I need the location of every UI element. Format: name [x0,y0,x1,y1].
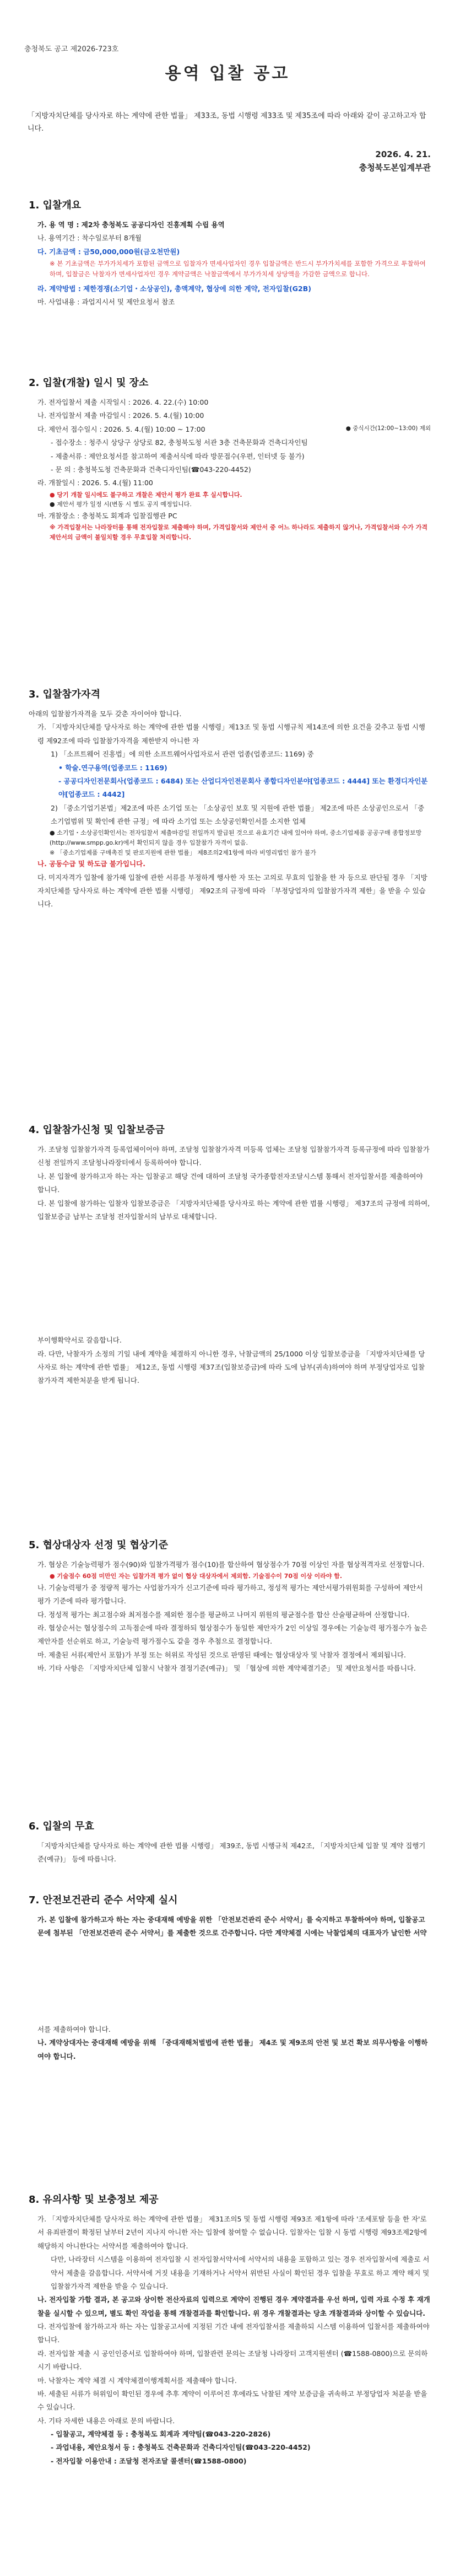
notes-g: 사. 기타 자세한 내용은 아래로 문의 바랍니다. [37,2416,175,2425]
registration-a [24,1143,431,1170]
notes-e: 마. 낙찰자는 계약 체결 시 계약체결이행계획서를 제출해야 합니다. [37,2376,237,2385]
eligibility-a1c: - 공공디자인전문회사(업종코드 : 6484) 또는 산업디자인전문회사 종합디자인분야[업종코드 : 4444] 또는 환경디자인분야[업종코드 : 4442] [58,776,428,799]
proposal-time-text: 다. 제안서 접수일시 : 2026. 5. 4.(월) 10:00 ~ 17:00 [37,425,205,433]
negotiation-f: 바. 기타 사항은 「지방자치단체 입찰시 낙찰자 결정기준(예규)」 및 「협상에 의한 계약체결기준」 및 제안요청서를 따릅니다. [37,1664,416,1673]
row-contract-method [24,282,431,296]
registration-a-text: 가. 조달청 입찰참가자격 등록업체이어야 하며, 조달청 입찰참가자격 미등록 업체는 조달청 입찰참가자격 등록규정에 따라 입찰참가신청 전일까지 조달청나라장터에서 등록하여야 합니다. [37,1145,430,1167]
safety-a [24,1913,431,1940]
notes-f: 바. 세출된 서류가 허위임이 확인된 경우에 추후 계약이 이루어진 후에라도 낙찰된 계약 보증금을 귀속하고 부정당업자 처분을 받을 수 있습니다. [37,2389,427,2412]
section-registration [24,1122,431,1388]
section-title: 4. 입찰참가신청 및 입찰보증금 [29,1124,165,1136]
negotiation-a: 가. 협상은 기술능력평가 점수(90)와 입찰가격평가 점수(10)를 합산하여 협상점수가 70점 이상인 자를 협상적격자로 선정합니다. [37,1560,425,1569]
eligibility-a2: 2) 「중소기업기본법」제2조에 따른 소기업 또는 「소상공인 보호 및 지원에 관한 법률」 제2조에 따른 소상공인으로서 「중소기업범위 및 확인에 관한 규정」에 따라 소기업 또는 소상공인확인서를 소지한 업체 [51,803,425,825]
notes-c: 다. 전자입찰에 참가하고자 하는 자는 입찰공고서에 지정된 기간 내에 전자입찰서를 제출하되 시스템 이용하여 입찰서를 제출하여야 합니다. [37,2322,430,2344]
row-proposal-time [24,423,431,436]
registration-d: 라. 다만, 낙찰자가 소정의 기일 내에 계약을 체결하지 아니한 경우, 낙찰금액의 25/1000 이상 입찰보증금을 「지방자치단체를 당사자로 하는 계약에 관한 법률」 제12조, 동법 시행령 제37조(입찰보증금)에 따라 도에 납부(귀속)하여야 하며 부정당업자로 입찰참가자격 제한처분을 받게 됩니다. [37,1349,425,1385]
section-title: 8. 유의사항 및 보충정보 제공 [29,2194,159,2205]
registration-c: 다. 본 입찰에 참가하는 입찰자 입찰보증금은 「지방자치단체를 당사자로 하는 계약에 관한 법률 시행령」 제37조의 규정에 의하여, 입찰보증금 납부는 조달청 전자입찰서의 납부로 대체합니다. [37,1199,430,1221]
eligibility-a2-note: ● 소기업・소상공인확인서는 전자입찰서 제출마감일 전일까지 발급된 것으로 유효기간 내에 있어야 하며, 중소기업제품 공공구매 종합정보망(http://www.smpp.go.kr)에서 확인되지 않을 경우 입찰참가 자격이 없음. [50,829,422,846]
negotiation-b: 나. 기술능력평가 중 정량적 평가는 사업참가자가 신고기준에 따라 평가하고, 정성적 평가는 제안서평가위원회를 구성하여 제안서 평가 기준에 따라 평가합니다. [37,1583,423,1606]
negotiation-a-note: ● 기술점수 60점 미만인 자는 입찰가격 평가 없이 협상 대상자에서 제외함. 기술점수이 70점 이상 이라야 함. [50,1573,343,1580]
issue-date: 2026. 4. 21. [375,149,431,159]
section-schedule [24,375,431,542]
section-notes [24,2192,431,2468]
section-title: 3. 입찰참가자격 [29,689,100,700]
section-title: 2. 입찰(개찰) 일시 및 장소 [29,377,149,389]
section-title: 7. 안전보건관리 준수 서약제 실시 [29,1895,178,1906]
negotiation-d: 라. 협상순서는 협상점수의 고득점순에 따라 결정하되 협상점수가 동일한 제안자가 2인 이상일 경우에는 기술능력 평가점수가 높은 제안자를 선순위로 하고, 기술능력 평가점수도 같을 경우 추첨으로 결정합니다. [37,1624,427,1646]
page-break-space [24,1940,431,2023]
intro-text: 「지방자치단체를 당사자로 하는 계약에 관한 법률」 제33조, 동법 시행령 제33조 및 제35조에 따라 아래와 같이 공고하고자 합니다. [28,112,426,133]
contact-2: - 과업내용, 제안요청서 등 : 충청북도 건축문화과 건축디자인팀(☎043-220-4452) [51,2443,311,2452]
issuer: 충청북도본입계부관 [359,163,431,173]
opening-note-2: ● 제안서 평가 일정 시(변동 시 별도 공지 예정입니다. [50,501,192,508]
eligibility-c: 다. 미지자격가 입찰에 참가해 입찰에 관한 서류를 부정하게 행사한 자 또는 고의로 무효의 입찰을 한 자 등으로 판단될 경우 「지방자치단체를 당사자로 하는 계약에 관한 법률 시행령」 제92조의 규정에 따라 「부정당업자의 입찰참가자격 제한」을 받을 수 있습니다. [37,873,427,909]
opening-note-1: ● 당기 개찰 일시에도 불구하고 개찰은 제안서 평가 완료 후 실시합니다. [50,491,242,498]
row-base-amount: 다. 기초금액 : 금50,000,000원(금오천만원) [37,247,180,256]
row-documents: - 제출서류 : 제안요청서를 참고하여 제출서식에 따라 방문접수(우편, 인터넷 등 불가) [51,452,305,460]
page-break-space [24,1223,431,1334]
safety-b: 나. 계약상대자는 중대재해 예방을 위해 「중대재해처벌법에 관한 법률」 제4조 및 제9조의 안전 및 보건 확보 의무사항을 이행하여야 합니다. [37,2038,428,2060]
row-service-name: 가. 용 역 명 : 제2차 충청북도 공공디자인 진흥계획 수립 용역 [37,221,225,229]
page-title: 용역 입찰 공고 [165,64,290,83]
price-bid-warning: ※ 가격입찰서는 나라장터를 통해 전자입찰로 제출해야 하며, 가격입찰서와 제안서 중 어느 하나라도 제출하지 않거나, 가격입찰서와 수가 가격제안서의 금액이 불일치할 경우 무효입찰 처리합니다. [50,524,428,541]
notes-d: 라. 전자입찰 제출 시 공인인증서로 입찰하여야 하며, 입찰관련 문의는 조달청 나라장터 고객지원센터 (☎1588-0800)으로 문의하시기 바랍니다. [37,2349,428,2371]
eligibility-a2-note2: ※ 「중소기업제품 구매촉진 및 판로지원에 관한 법률」 제8조의2제1항에 따라 비영리법인 참가 불가 [50,849,316,856]
lunch-note: ● 중식시간(12:00~13:00) 제외 [345,425,431,432]
section-title: 6. 입찰의 무효 [29,1821,94,1832]
safety-a-text: 가. 본 입찰에 참가하고자 하는 자는 중대재해 예방을 위한 「안전보건관리 준수 서약서」를 숙지하고 투찰하여야 하며, 입찰공고문에 첨부된 「안전보건관리 준수 서약서」를 제출한 것으로 간주합니다. 다만 계약체결 시에는 낙찰업체의 대표자가 날인한 서약 [37,1915,427,1938]
section-overview [24,197,431,309]
issue-date-block [266,148,431,174]
section-title: 5. 협상대상자 선정 및 협상기준 [29,1539,169,1551]
eligibility-a1: 1) 「소프트웨어 진흥법」에 의한 소프트웨어사업자로서 관련 업종(업종코드: 1169) 중 [51,750,314,759]
row-place: - 접수장소 : 청주시 상당구 상당로 82, 충청북도청 서관 3층 건축문화과 건축디자인팀 [51,438,308,447]
notes-a2: 다만, 나라장터 시스템을 이용하여 전자입찰 시 전자입찰서약서에 서약서의 내용을 포함하고 있는 경우 전자입찰서에 제출로 서약서 제출을 갈음합니다. 서약서에 거짓 내용을 기재하거나 서약서 위반된 사실이 확인된 경우 입찰을 무효로 하고 계약 해지 및 입찰참가자격 제한을 받을 수 있습니다. [51,2255,430,2290]
section-invalid [24,1818,431,1866]
notes-a: 가. 「지방자치단체를 당사자로 하는 계약에 관한 법률」 제31조의5 및 동법 시행령 제93조 제1항에 따라 '조세포탈 등을 한 자'로서 유죄판결이 확정된 날부터 2년이 지나지 아니한 자는 입찰에 참여할 수 없습니다. 입찰자는 입찰 시 동법 시행령 제93조제2항에 해당하지 아니한다는 서약서를 제출하여야 합니다. [37,2215,427,2250]
section-safety [24,1892,431,2063]
contract-method-text: 라. 계약방법 : 제한경쟁(소기업・소상공인), 총액계약, 협상에 의한 계약, 전자입찰(G2B) [37,284,311,293]
row-opening-date: 라. 개찰일시 : 2026. 5. 4.(월) 11:00 [37,479,153,487]
eligibility-b: 나. 공동수급 및 하도급 불가입니다. [37,860,145,868]
invalid-text: 「지방자치단체를 당사자로 하는 계약에 관한 법률 시행령」 제39조, 동법 시행규칙 제42조, 「지방자치단체 입찰 및 계약 집행기준(예규)」 등에 따릅니다. [37,1842,426,1864]
registration-c-end: 부이행확약서로 갈음합니다. [37,1336,122,1345]
vat-note: ※ 본 기초금액은 부가가치세가 포함된 금액으로 입찰자가 면세사업자인 경우 입찰금액은 반드시 부가가치세를 포함한 가격으로 투찰하여 하며, 입찰금은 낙찰자가 면세사업자인 경우 계약금액은 낙찰금액에서 부가가치세 상당액을 가감한 금액으로 합니다. [50,260,426,278]
negotiation-c: 다. 정성적 평가는 최고점수와 최저점수를 제외한 점수를 평균하고 나머지 위원의 평균점수를 합산 산술평균하여 산정합니다. [37,1610,410,1619]
row-period: 나. 용역기간 : 착수일로부터 8개월 [37,234,142,243]
eligibility-a: 가. 「지방자치단체를 당사자로 하는 계약에 관한 법률 시행령」제13조 및 동법 시행규칙 제14조에 의한 요건을 갖추고 동법 시행령 제92조에 따라 입찰참가자격을 제한받지 아니한 자 [37,723,425,745]
notes-b: 나. 전자입찰 가합 결과, 본 공고와 상이한 전산자료의 입력으로 계약이 진행된 경우 계약결과를 우선 하며, 입력 자료 수정 후 재개찰을 실시할 수 있으며, 별도 확인 작업을 통해 개찰결과를 확인합니다. 위 경우 개찰결과는 당초 개찰결과와 상이할 수 있습니다. [37,2295,430,2317]
contact-1: - 입찰공고, 계약체결 등 : 충청북도 회계과 계약팀(☎043-220-2826) [51,2430,271,2438]
negotiation-e: 마. 제출된 서류(제안서 포함)가 부정 또는 허위로 작성된 것으로 판명된 때에는 협상대상자 및 낙찰자 결정에서 제외됩니다. [37,1650,406,1659]
row-opening-place: 마. 개찰장소 : 충청북도 회계과 입찰집행관 PC [37,511,177,520]
row-content: 마. 사업내용 : 과업지시서 및 제안요청서 참조 [37,298,175,307]
eligibility-lead: 아래의 입찰참가자격을 모두 갖춘 자이어야 합니다. [29,710,182,718]
doc-number: 충청북도 공고 제2026-723호 [24,45,119,53]
registration-b: 나. 본 입찰에 참가하고자 하는 자는 입찰공고 해당 건에 대하여 조달청 국가종합전자조달시스템 통해서 전자입찰서를 제출하여야 합니다. [37,1172,423,1194]
section-negotiation [24,1537,431,1676]
contact-3: - 전자입찰 이용안내 : 조달청 전자조달 콜센터(☎1588-0800) [51,2456,247,2465]
row-submit-end: 나. 전자입찰서 제출 마감일시 : 2026. 5. 4.(월) 10:00 [37,411,204,420]
section-eligibility [24,686,431,911]
eligibility-a1b: • 학술.연구용역(업종코드 : 1169) [58,763,167,772]
section-title: 1. 입찰개요 [29,200,82,211]
safety-a-end: 서를 제출하여야 합니다. [37,2025,111,2033]
row-submit-start: 가. 전자입찰서 제출 시작일시 : 2026. 4. 22.(수) 10:00 [37,398,209,406]
row-inquiry: - 문 의 : 충청북도청 건축문화과 건축디자인팀(☎043-220-4452) [51,465,251,474]
